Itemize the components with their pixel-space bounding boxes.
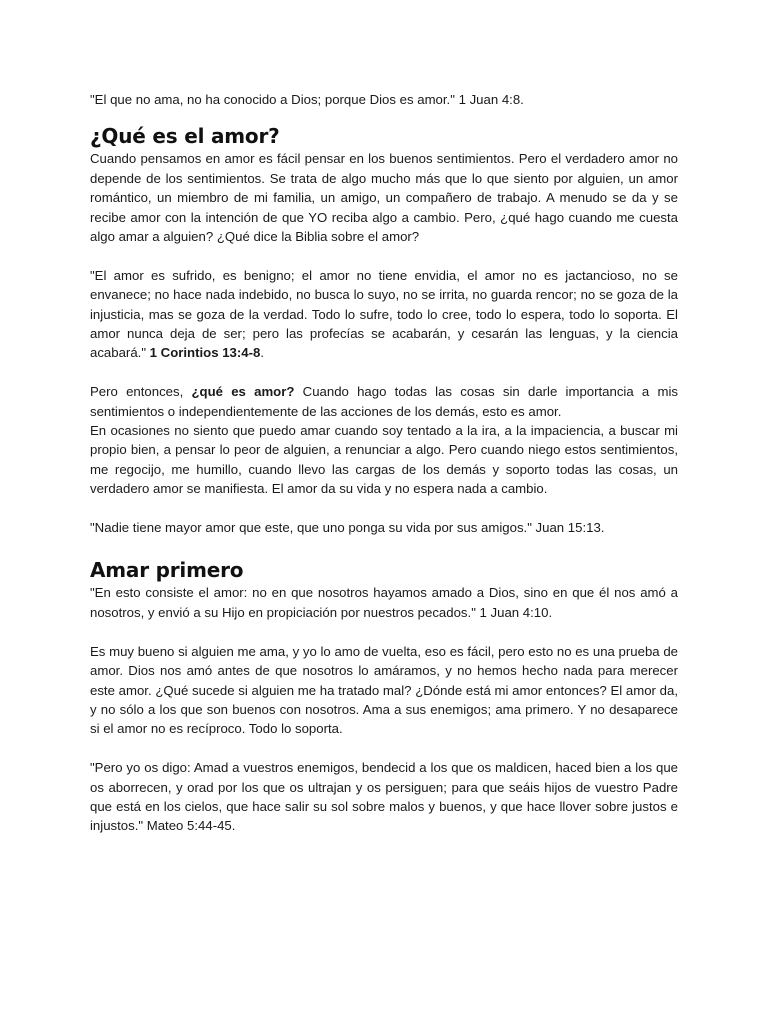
quote-text: "El amor es sufrido, es benigno; el amor no tiene envidia, el amor no es jactancioso, no se envanece; no hace nada indebido, no busca lo suyo, no se irrita, no guarda rencor; no se goza de la injusticia, mas se goza de la verdad. Todo lo sufre, todo lo cree, todo lo espera, todo lo soporta. El amor nunca deja de ser; pero las profecías se acabarán, y cesarán las lenguas, y la ciencia acabará." xyxy=(90,267,678,361)
text-run: Pero entonces, xyxy=(90,384,192,400)
paragraph xyxy=(90,382,678,421)
matthew-quote: "Pero yo os digo: Amad a vuestros enemigos, bendecid a los que os maldicen, haced bien a los que os aborrecen, y orad por los que os ultrajan y os persiguen; para que seáis hijos de vuestro Padre que está en los cielos, que hace salir su sol sobre malos y buenos, y que hace llover sobre justos e injustos." Mateo 5:44-45. xyxy=(90,760,678,834)
section-heading-amar-primero: Amar primero xyxy=(90,558,244,583)
paragraph-gap xyxy=(90,622,678,641)
document-page xyxy=(90,90,678,836)
paragraph-gap xyxy=(90,363,678,382)
intro-quote: "El que no ama, no ha conocido a Dios; porque Dios es amor." 1 Juan 4:8. xyxy=(90,92,524,107)
quote-end: . xyxy=(260,345,265,361)
john-quote: "Nadie tiene mayor amor que este, que uno ponga su vida por sus amigos." Juan 15:13. xyxy=(90,520,605,536)
paragraph-gap xyxy=(90,246,678,265)
paragraph-gap xyxy=(90,499,678,518)
bold-question: ¿qué es amor? xyxy=(191,384,295,400)
bible-reference: 1 Corintios 13:4-8 xyxy=(149,345,261,361)
paragraph: En ocasiones no siento que puedo amar cuando soy tentado a la ira, a la impaciencia, a buscar mi propio bien, a pensar lo peor de alguien, a renunciar a algo. Pero cuando niego estos sentimientos, me regocijo, me humillo, cuando llevo las cargas de los demás y soporto todas las cosas, un verdadero amor se manifiesta. El amor da su vida y no espera nada a cambio. xyxy=(90,423,678,497)
paragraph: "En esto consiste el amor: no en que nosotros hayamos amado a Dios, sino en que él nos amó a nosotros, y envió a su Hijo en propiciación por nuestros pecados." 1 Juan 4:10. xyxy=(90,585,678,620)
paragraph: Es muy bueno si alguien me ama, y yo lo amo de vuelta, eso es fácil, pero esto no es una prueba de amor. Dios nos amó antes de que nosotros lo amáramos, y no hemos hecho nada para merecer este amor. ¿Qué sucede si alguien me ha tratado mal? ¿Dónde está mi amor entonces? El amor da, y no sólo a los que son buenos con nosotros. Ama a sus enemigos; ama primero. Y no desaparece si el amor no es recíproco. Todo lo soporta. xyxy=(90,643,678,737)
paragraph: Cuando pensamos en amor es fácil pensar en los buenos sentimientos. Pero el verdadero amor no depende de los sentimientos. Se trata de algo mucho más que lo que siento por alguien, un amor romántico, un miembro de mi familia, un amigo, un compañero de trabajo. A menudo se da y se recibe amor con la intención de que YO reciba algo a cambio. Pero, ¿qué hago cuando me cuesta algo amar a alguien? ¿Qué dice la Biblia sobre el amor? xyxy=(90,151,678,245)
corinthians-quote xyxy=(90,266,678,363)
text-run: Cuando hago todas las cosas sin darle importancia a mis sentimientos o independientemente de las acciones de los demás, esto es amor. xyxy=(90,384,678,419)
section-heading-que-es-el-amor: ¿Qué es el amor? xyxy=(90,124,280,149)
paragraph-gap xyxy=(90,739,678,758)
